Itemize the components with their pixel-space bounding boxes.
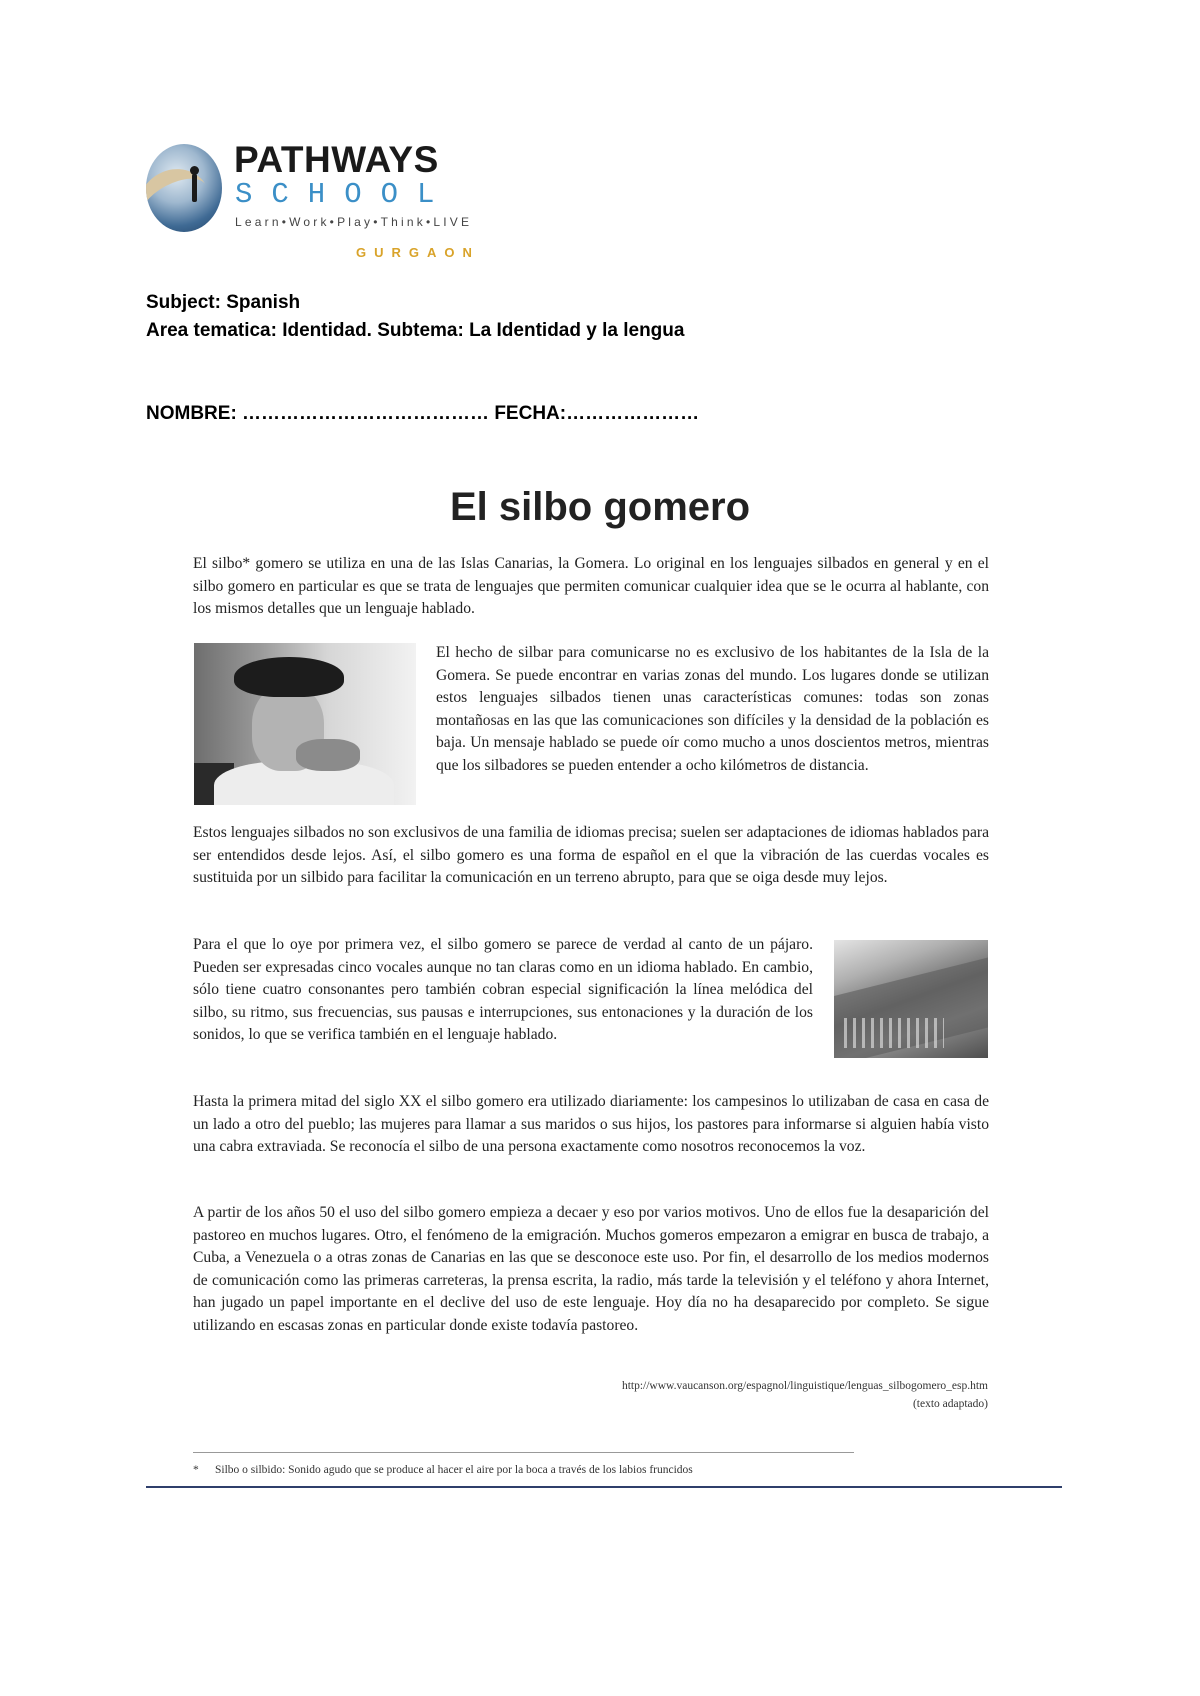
paragraph: Estos lenguajes silbados no son exclusivos de una familia de idiomas precisa; suelen ser adaptaciones de idiomas hablados para ser entendidos desde lejos. Así, el silbo gomero es una forma de español en el que la vibración de las cuerdas vocales es sustituida por un silbido para facilitar la comunicación en un terreno abrupto, para que se oiga desde muy lejos.	[193, 824, 989, 886]
logo-city: GURGAON	[356, 245, 480, 260]
name-date-line: NOMBRE: ………………………………… FECHA:…………………	[146, 403, 700, 424]
logo-name: PATHWAYS	[234, 139, 439, 180]
subject-line: Subject: Spanish	[146, 292, 301, 313]
school-logo	[146, 140, 506, 270]
footnote-divider	[193, 1452, 854, 1453]
paragraph: Para el que lo oye por primera vez, el silbo gomero se parece de verdad al canto de un pájaro. Pueden ser expresadas cinco vocales aunque no tan claras como en un idioma hablado. En cambio, sólo tiene cuatro consonantes pero también cobran especial significación la línea melódica del silbo, su ritmo, sus frecuencias, sus pausas e interrupciones, sus entonaciones y la duración de los sonidos, lo que se verifica también en el lenguaje hablado.	[193, 936, 813, 1043]
landscape-photo	[834, 940, 988, 1058]
topic-line: Area tematica: Identidad. Subtema: La Identidad y la lengua	[146, 320, 685, 341]
paragraph: El silbo* gomero se utiliza en una de las Islas Canarias, la Gomera. Lo original en los lenguajes silbados en general y en el silbo gomero en particular es que se trata de lenguajes que permiten comunicar cualquier idea que se le ocurra al hablante, con los mismos detalles que un lenguaje hablado.	[193, 555, 989, 617]
paragraph: A partir de los años 50 el uso del silbo gomero empieza a decaer y eso por varios motivos. Uno de ellos fue la desaparición del pastoreo en muchos lugares. Otro, el fenómeno de la emigración. Muchos gomeros empezaron a emigrar en busca de trabajo, a Cuba, a Venezuela o a otras zonas de Canarias en las que se desconoce este uso. Por fin, el desarrollo de los medios modernos de comunicación como las primeras carreteras, la prensa escrita, la radio, más tarde la televisión y el teléfono y ahora Internet, han jugado un papel importante en el declive del uso de este lenguaje. Hoy día no ha desaparecido por completo. Se sigue utilizando en escasas zonas en particular donde existe todavía pastoreo.	[193, 1204, 989, 1334]
footnote-mark: *	[193, 1464, 199, 1476]
logo-school: SCHOOL	[235, 178, 454, 211]
source-url: http://www.vaucanson.org/espagnol/linguistique/lenguas_silbogomero_esp.htm	[621, 1380, 988, 1392]
paragraph: Hasta la primera mitad del siglo XX el silbo gomero era utilizado diariamente: los campesinos lo utilizaban de casa en casa de un lado a otro del pueblo; las mujeres para llamar a sus maridos o sus hijos, los pastores para informarse si alguien había visto una cabra extraviada. Se reconocía el silbo de una persona exactamente como nosotros reconocemos la voz.	[193, 1093, 989, 1155]
article-title: El silbo gomero	[449, 485, 751, 529]
logo-globe-icon	[146, 144, 222, 232]
logo-tagline: Learn•Work•Play•Think•LIVE	[235, 215, 473, 229]
whistler-photo	[194, 643, 416, 805]
footnote	[193, 1462, 993, 1478]
paragraph: El hecho de silbar para comunicarse no es exclusivo de los habitantes de la Isla de la Gomera. Se puede encontrar en varias zonas del mundo. Los lugares donde se utilizan estos lenguajes silbados tienen unas características comunes: todas son zonas montañosas en las que las comunicaciones son difíciles y la densidad de la población es baja. Un mensaje hablado se puede oír como mucho a unos doscientos metros, mientras que los silbadores se pueden entender a ocho kilómetros de distancia.	[436, 644, 989, 774]
page-bottom-rule	[146, 1486, 1062, 1488]
footnote-text: Silbo o silbido: Sonido agudo que se produce al hacer el aire por la boca a través de los labios fruncidos	[215, 1464, 693, 1476]
source-note: (texto adaptado)	[912, 1398, 988, 1410]
